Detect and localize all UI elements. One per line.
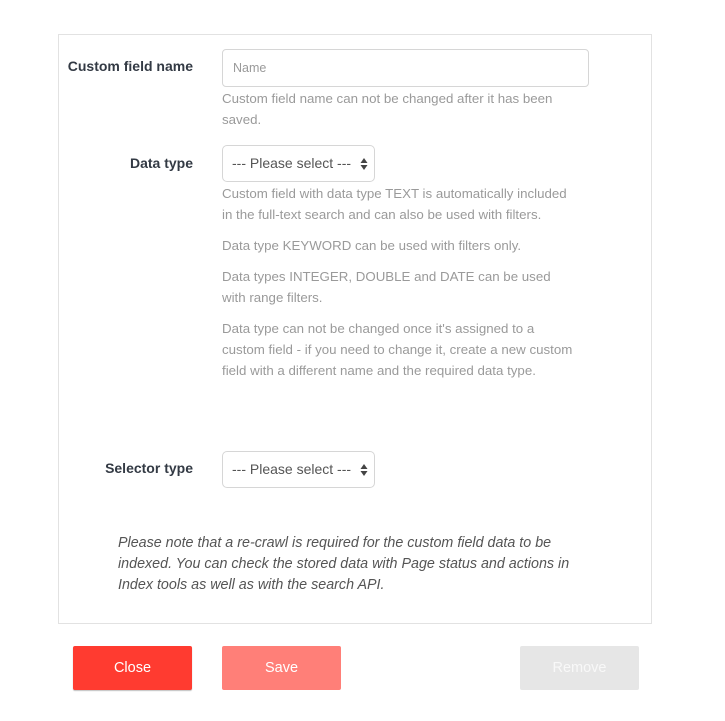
- custom-field-name-input[interactable]: [222, 49, 589, 87]
- help-text-keyword-type: Data type KEYWORD can be used with filters only.: [222, 238, 522, 253]
- help-text-range-types: Data types INTEGER, DOUBLE and DATE can be used with range filters.: [222, 269, 551, 305]
- selector-type-select[interactable]: [222, 451, 375, 488]
- save-button[interactable]: Save: [222, 646, 341, 690]
- data-type-help: [222, 183, 577, 381]
- custom-field-name-label: Custom field name: [67, 58, 193, 74]
- select-arrows-icon: [360, 462, 368, 478]
- data-type-select[interactable]: [222, 145, 375, 182]
- help-text-immutable: Data type can not be changed once it's assigned to a custom field - if you need to change it, create a new custom field with a different name and the required data type.: [222, 321, 573, 378]
- help-text-text-type: Custom field with data type TEXT is automatically included in the full-text search and can also be used with filters.: [222, 186, 567, 222]
- selector-type-selected-value: --- Please select ---: [232, 461, 352, 477]
- selector-type-label: Selector type: [105, 460, 193, 476]
- data-type-label: Data type: [129, 155, 193, 171]
- recrawl-note: Please note that a re-crawl is required for the custom field data to be indexed. You can check the stored data with Page status and actions in Index tools as well as with the search API.: [118, 535, 570, 593]
- data-type-selected-value: --- Please select ---: [232, 155, 352, 171]
- help-text: Custom field name can not be changed after it has been saved.: [222, 91, 553, 127]
- remove-button: Remove: [520, 646, 639, 690]
- custom-field-form-panel: [58, 34, 652, 624]
- close-button[interactable]: Close: [73, 646, 192, 690]
- custom-field-name-help: [222, 88, 572, 130]
- select-arrows-icon: [360, 156, 368, 172]
